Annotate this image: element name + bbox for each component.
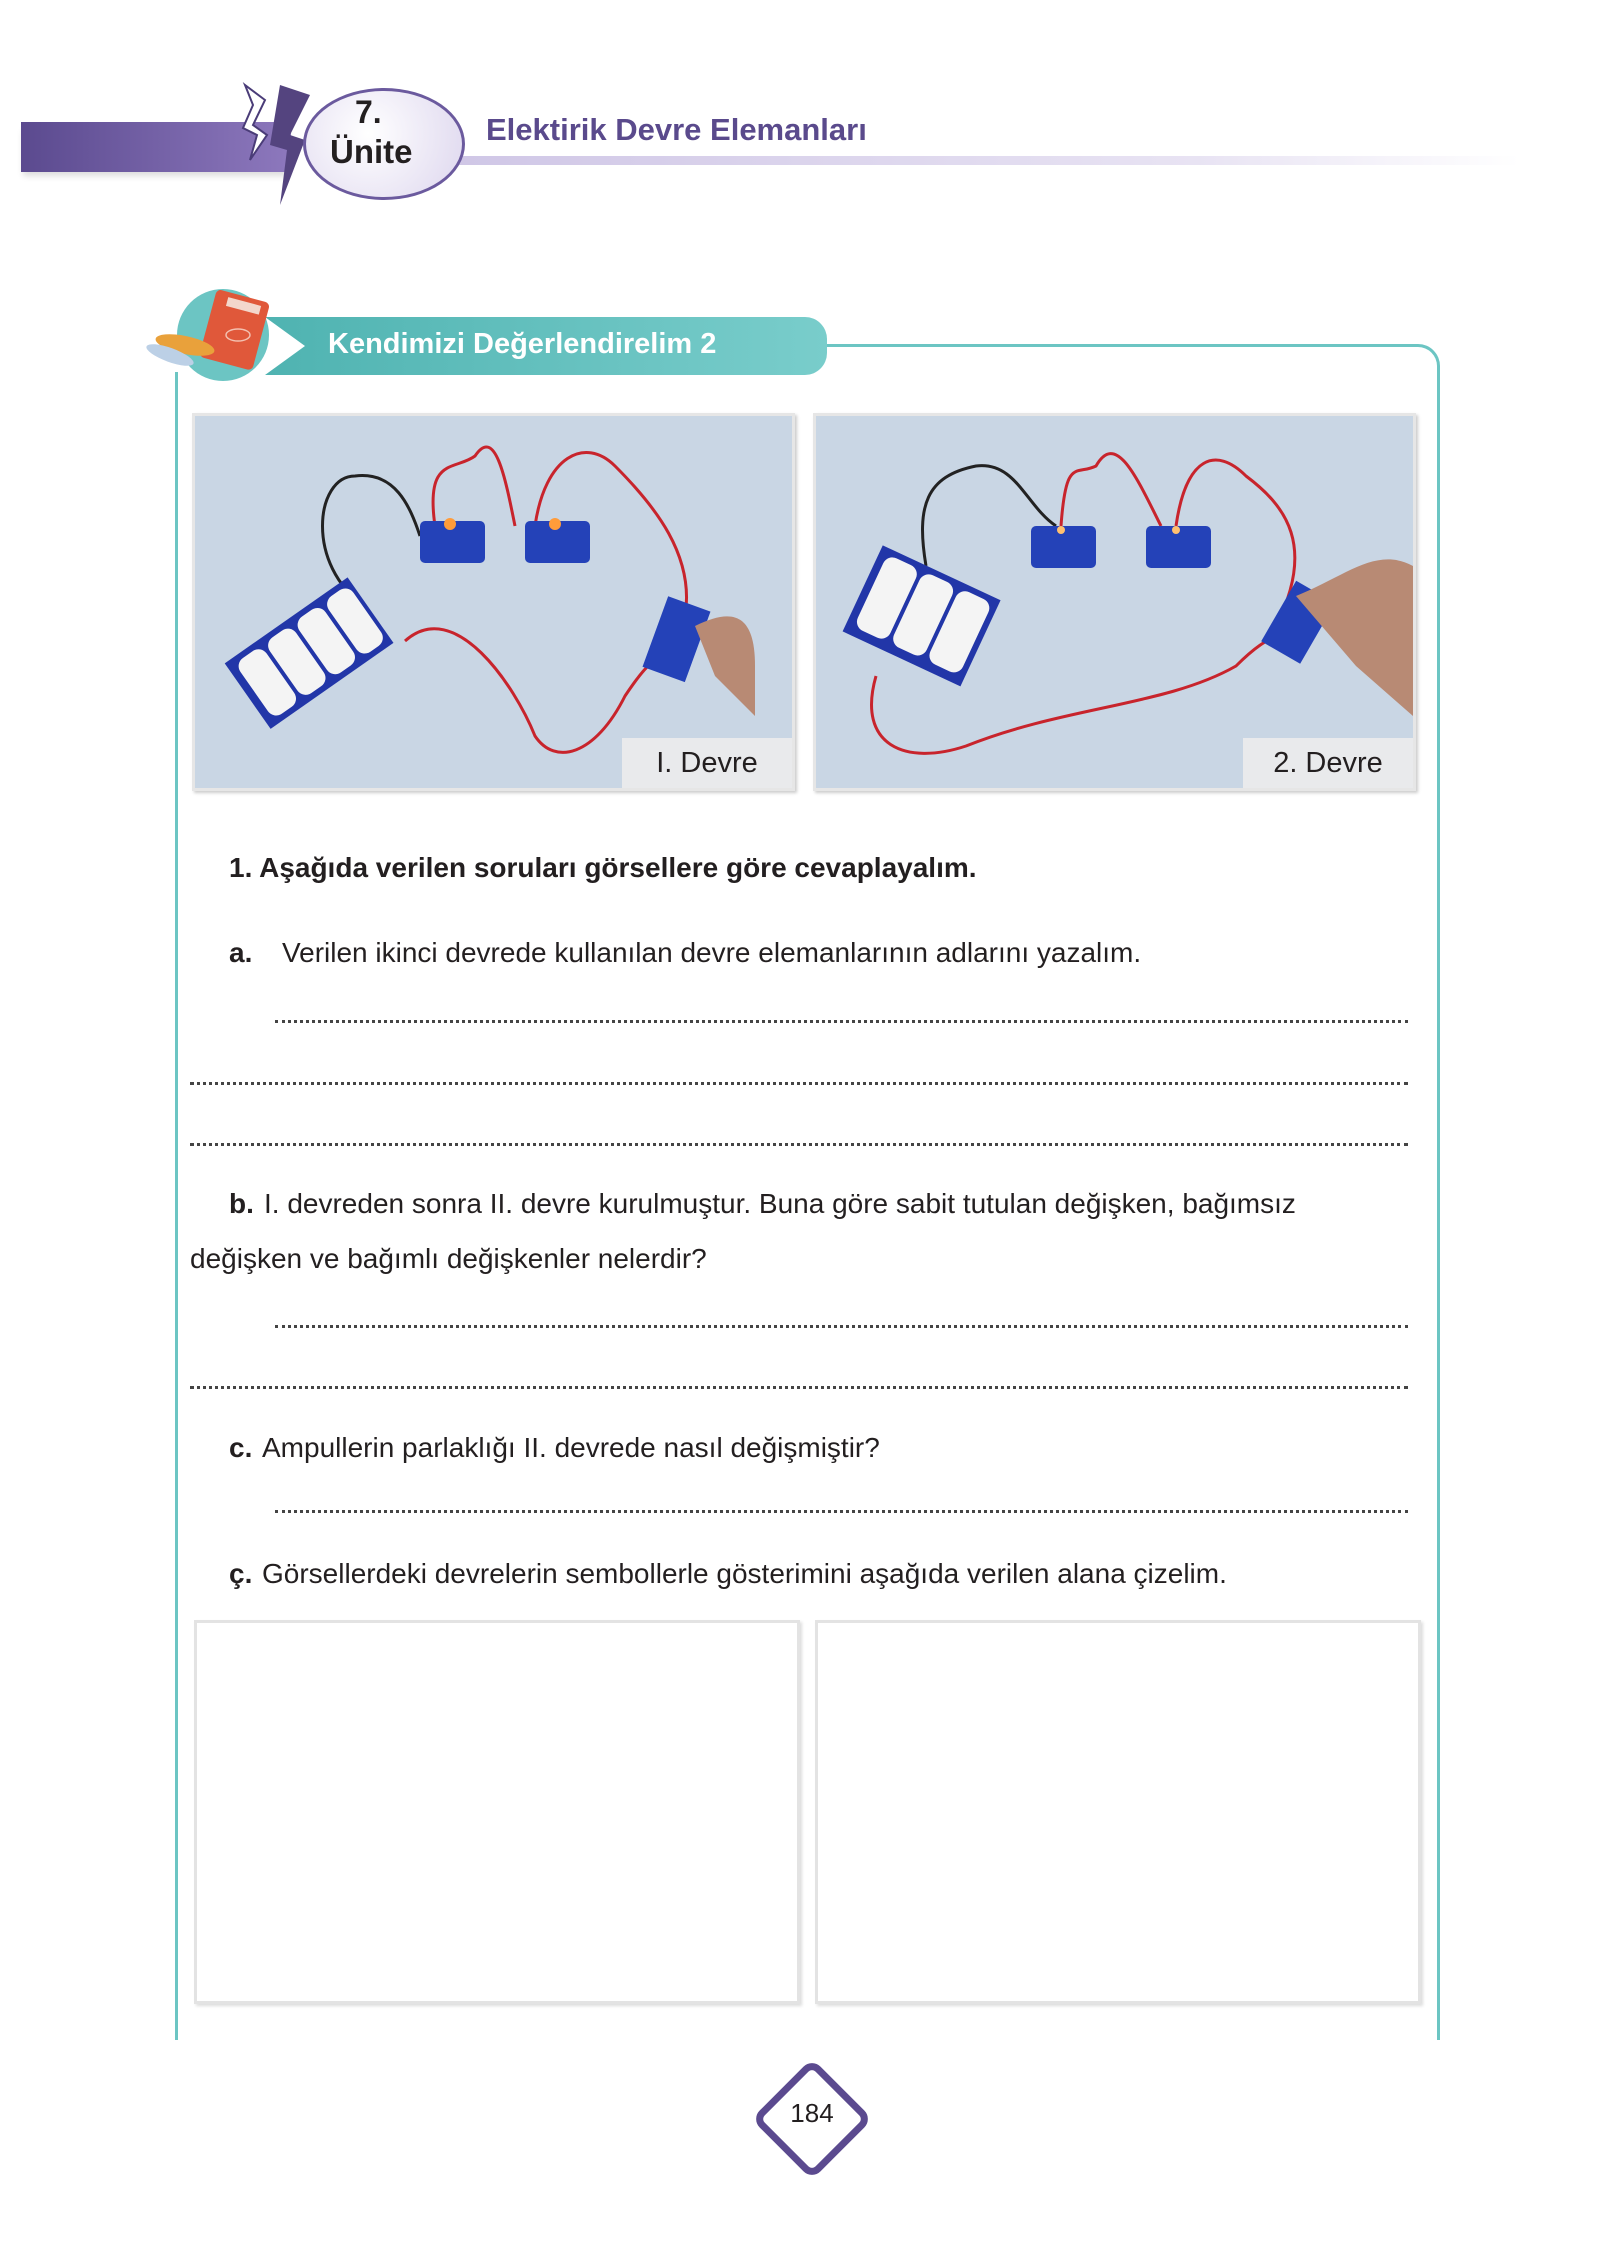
drawing-area-2[interactable] — [815, 1620, 1421, 2004]
unit-number: 7. — [355, 94, 382, 130]
question-b-text-line2: değişken ve bağımlı değişkenler nelerdir? — [190, 1243, 707, 1274]
answer-line[interactable] — [275, 1020, 1408, 1023]
frame-border-right — [1437, 380, 1440, 2040]
answer-line[interactable] — [275, 1510, 1408, 1513]
circuit-photo-2 — [813, 413, 1416, 791]
page-number: 184 — [790, 2098, 834, 2128]
question-a-text: Verilen ikinci devrede kullanılan devre elemanlarının adlarını yazalım. — [282, 937, 1142, 968]
question-a-letter: a. — [229, 937, 253, 968]
question-cc-text: Görsellerdeki devrelerin sembollerle gösterimini aşağıda verilen alana çizelim. — [262, 1558, 1227, 1589]
circuit-photo-1 — [192, 413, 795, 791]
question-b-text-line1: I. devreden sonra II. devre kurulmuştur. Buna göre sabit tutulan değişken, bağımsız — [264, 1188, 1296, 1219]
book-icon — [135, 285, 285, 385]
unit-title-underline — [440, 156, 1520, 165]
photo-label: 2. Devre — [1243, 738, 1413, 788]
question-b-letter: b. — [229, 1188, 254, 1219]
answer-line[interactable] — [190, 1082, 1408, 1085]
question-intro: 1. Aşağıda verilen soruları görsellere göre cevaplayalım. — [229, 852, 977, 883]
answer-line[interactable] — [190, 1386, 1408, 1389]
question-c-letter: c. — [229, 1432, 253, 1463]
frame-border-top — [827, 344, 1440, 387]
drawing-area-1[interactable] — [194, 1620, 800, 2004]
answer-line[interactable] — [190, 1143, 1408, 1146]
photo-label: I. Devre — [622, 738, 792, 788]
unit-word: Ünite — [330, 133, 413, 170]
question-cc-letter: ç. — [229, 1558, 253, 1589]
frame-border-left — [175, 372, 178, 2040]
answer-line[interactable] — [275, 1325, 1408, 1328]
unit-title: Elektirik Devre Elemanları — [486, 112, 867, 147]
question-c-text: Ampullerin parlaklığı II. devrede nasıl değişmiştir? — [262, 1432, 880, 1463]
section-title: Kendimizi Değerlendirelim 2 — [328, 328, 717, 360]
